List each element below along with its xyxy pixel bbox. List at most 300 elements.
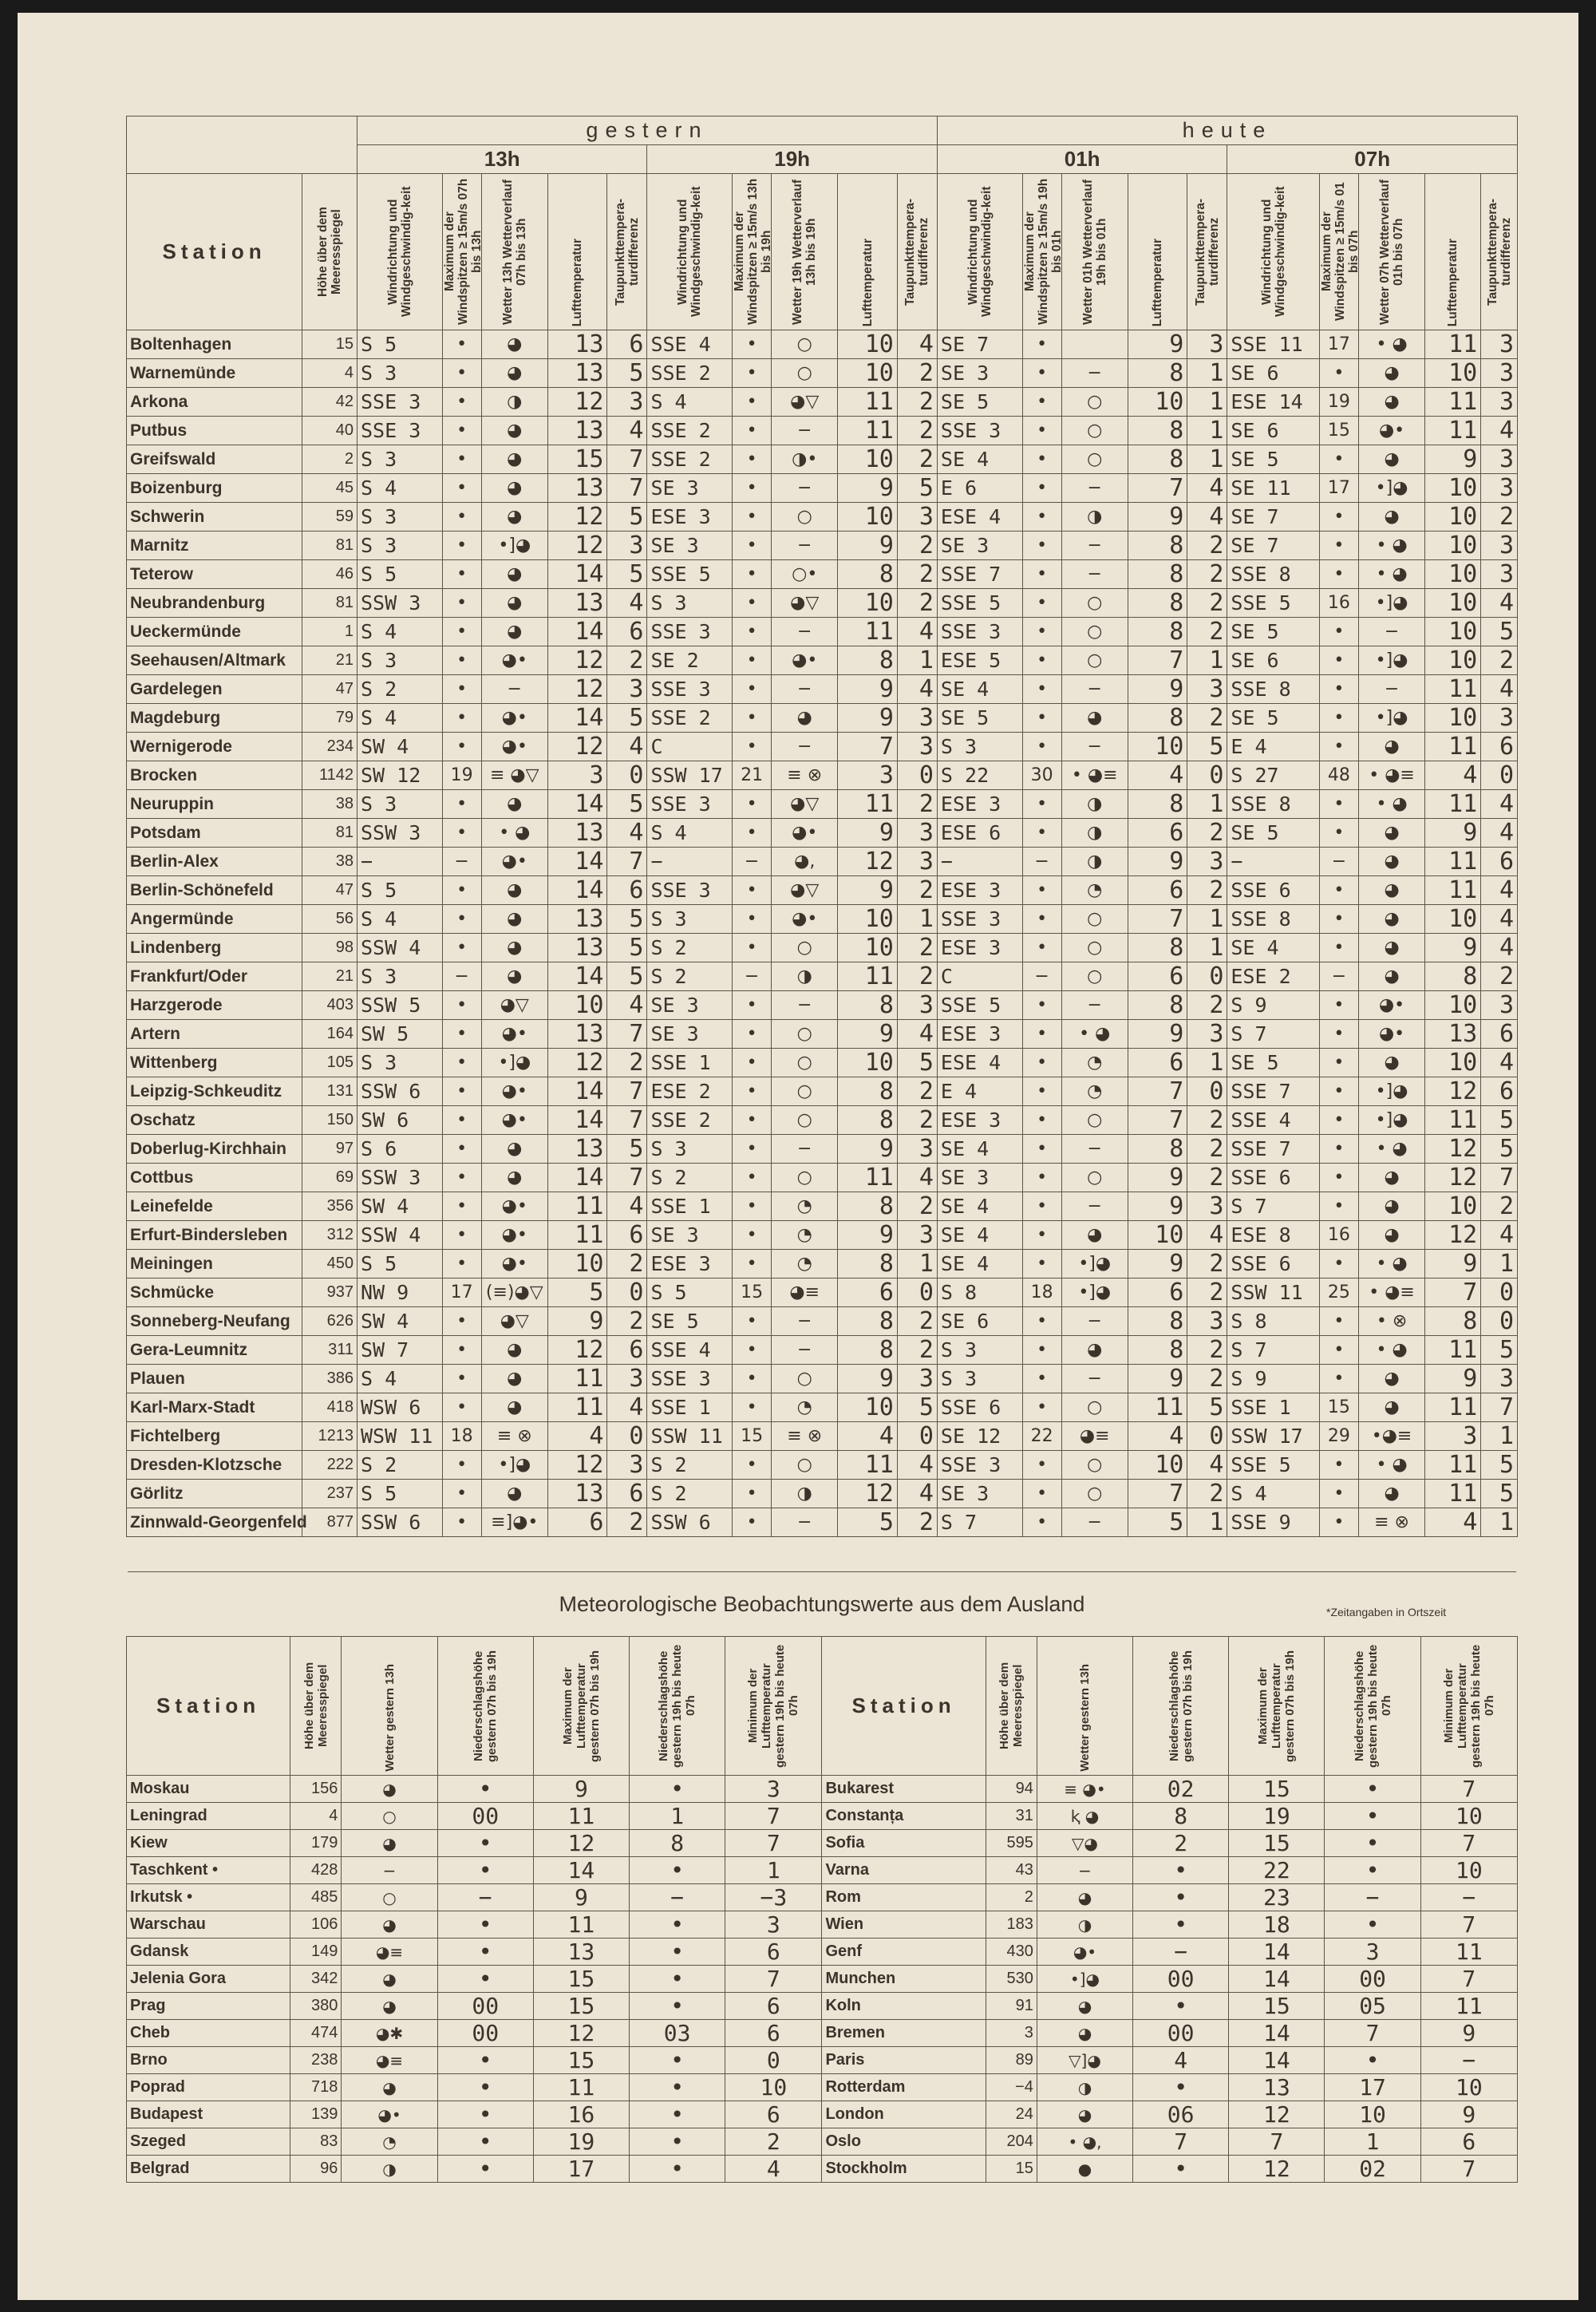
- cell-temp: 10: [1425, 1192, 1481, 1221]
- cell-wetter: ◕: [1037, 1884, 1132, 1911]
- cell-wind: S 4: [357, 905, 442, 934]
- cell-wetter: −: [1061, 733, 1128, 761]
- cell-minimum: 11: [1420, 1993, 1517, 2020]
- cell-wind: SSW 6: [357, 1508, 442, 1537]
- cell-wind: SE 3: [647, 532, 733, 560]
- cell-maximum: 11: [533, 2074, 629, 2101]
- cell-temp: 3: [547, 761, 606, 790]
- station-altitude: 312: [302, 1221, 358, 1250]
- cell-minimum: 4: [725, 2156, 822, 2183]
- cell-temp: 13: [547, 1020, 606, 1049]
- cell-maximum: 17: [533, 2156, 629, 2183]
- cell-temp: 8: [838, 991, 897, 1020]
- cell-niederschlag-tag: 00: [1133, 1966, 1229, 1993]
- cell-taupunkt: 3: [1481, 474, 1518, 503]
- cell-max: −: [1022, 962, 1061, 991]
- cell-niederschlag-tag: •: [437, 1776, 533, 1803]
- table-row: [127, 1966, 1518, 1993]
- cell-max: •: [442, 359, 481, 388]
- cell-temp: 7: [1128, 474, 1187, 503]
- cell-niederschlag-tag: •: [1133, 1911, 1229, 1939]
- cell-max: •: [733, 1077, 772, 1106]
- foreign-column-header-4: Niederschlagshöhe gestern 19h bis heute 07h: [1325, 1637, 1420, 1776]
- cell-max: •: [1319, 1049, 1358, 1077]
- table-row: [127, 474, 1518, 503]
- cell-max: •: [1319, 532, 1358, 560]
- cell-taupunkt: 5: [607, 962, 647, 991]
- cell-wetter: −: [1061, 1307, 1128, 1336]
- station-name: Potsdam: [127, 819, 302, 848]
- column-header-07h-3: Lufttemperatur: [1425, 174, 1481, 330]
- cell-taupunkt: 4: [897, 1020, 937, 1049]
- cell-maximum: 12: [533, 1830, 629, 1857]
- cell-wetter: • ◕≡: [1061, 761, 1128, 790]
- cell-temp: 10: [1128, 388, 1187, 417]
- cell-wind: SSE 8: [1227, 790, 1320, 819]
- cell-taupunkt: 0: [1187, 761, 1227, 790]
- cell-max: −: [1022, 848, 1061, 876]
- cell-taupunkt: 7: [607, 1106, 647, 1135]
- cell-minimum: 6: [725, 1939, 822, 1966]
- station-altitude: 56: [302, 905, 358, 934]
- cell-max: •: [733, 1307, 772, 1336]
- cell-wind: −: [1227, 848, 1320, 876]
- cell-maximum: 11: [533, 1803, 629, 1830]
- cell-taupunkt: 4: [897, 1451, 937, 1480]
- cell-taupunkt: 6: [1481, 1020, 1518, 1049]
- cell-temp: 11: [547, 1365, 606, 1393]
- cell-minimum: 7: [725, 1966, 822, 1993]
- cell-taupunkt: 5: [1481, 1451, 1518, 1480]
- cell-max: 22: [1022, 1422, 1061, 1451]
- cell-max: •: [1022, 417, 1061, 445]
- cell-wetter: ◕: [481, 1135, 547, 1164]
- cell-temp: 7: [1128, 1106, 1187, 1135]
- cell-taupunkt: 2: [897, 1336, 937, 1365]
- table-row: [127, 330, 1518, 359]
- cell-wetter: ◑: [1037, 1911, 1132, 1939]
- cell-temp: 13: [547, 589, 606, 618]
- cell-wind: SSE 2: [647, 417, 733, 445]
- cell-max: •: [1319, 1250, 1358, 1279]
- cell-wetter: •]◕: [1358, 1106, 1424, 1135]
- cell-wind: SSE 5: [1227, 589, 1320, 618]
- cell-temp: 8: [1128, 560, 1187, 589]
- cell-temp: 9: [1425, 819, 1481, 848]
- cell-wind: S 3: [357, 532, 442, 560]
- cell-taupunkt: 1: [1481, 1508, 1518, 1537]
- cell-temp: 8: [1128, 1135, 1187, 1164]
- cell-taupunkt: 7: [1481, 1393, 1518, 1422]
- cell-temp: 9: [1128, 1192, 1187, 1221]
- cell-temp: 5: [838, 1508, 897, 1537]
- cell-max: •: [1022, 1451, 1061, 1480]
- cell-wetter: ◕: [481, 330, 547, 359]
- cell-max: •: [1319, 1480, 1358, 1508]
- cell-max: •: [1022, 819, 1061, 848]
- station-name: Constanța: [822, 1803, 986, 1830]
- station-name: Magdeburg: [127, 704, 302, 733]
- cell-temp: 9: [838, 819, 897, 848]
- cell-wind: S 8: [1227, 1307, 1320, 1336]
- cell-wetter: −: [772, 675, 838, 704]
- cell-temp: 11: [547, 1221, 606, 1250]
- cell-max: •: [1022, 1077, 1061, 1106]
- station-name: Gera-Leumnitz: [127, 1336, 302, 1365]
- cell-taupunkt: 4: [1481, 819, 1518, 848]
- cell-taupunkt: 3: [897, 819, 937, 848]
- cell-max: •: [1022, 1250, 1061, 1279]
- cell-niederschlag-nacht: •: [630, 2128, 725, 2156]
- cell-max: •: [442, 991, 481, 1020]
- cell-wetter: ◑: [1061, 790, 1128, 819]
- cell-wetter: ◕: [1061, 704, 1128, 733]
- cell-max: •: [1319, 618, 1358, 646]
- cell-taupunkt: 5: [1187, 733, 1227, 761]
- cell-maximum: 11: [533, 1911, 629, 1939]
- cell-taupunkt: 1: [897, 1250, 937, 1279]
- cell-temp: 8: [838, 646, 897, 675]
- cell-taupunkt: 7: [607, 474, 647, 503]
- cell-max: •: [442, 445, 481, 474]
- cell-wetter: ○: [342, 1884, 437, 1911]
- cell-taupunkt: 7: [607, 1164, 647, 1192]
- cell-taupunkt: 2: [1187, 1106, 1227, 1135]
- foreign-column-header-1: Wetter gestern 13h: [1037, 1637, 1132, 1776]
- station-altitude: 150: [302, 1106, 358, 1135]
- cell-temp: 9: [838, 474, 897, 503]
- cell-wetter: ○: [1061, 962, 1128, 991]
- cell-wind: SE 7: [937, 330, 1022, 359]
- cell-wetter: ◕•: [772, 905, 838, 934]
- cell-wetter: ▽◕: [1037, 1830, 1132, 1857]
- cell-temp: 6: [1128, 1279, 1187, 1307]
- cell-temp: 10: [1425, 704, 1481, 733]
- cell-wetter: ◔: [342, 2128, 437, 2156]
- table-row: [127, 2101, 1518, 2128]
- cell-wind: SSE 3: [357, 388, 442, 417]
- cell-wetter: ◕•: [481, 1192, 547, 1221]
- cell-niederschlag-nacht: 1: [1325, 2128, 1420, 2156]
- table-row: [127, 819, 1518, 848]
- cell-wetter: ◕▽: [481, 991, 547, 1020]
- cell-niederschlag-nacht: •: [630, 1776, 725, 1803]
- cell-wind: SSE 5: [937, 589, 1022, 618]
- station-name: Koln: [822, 1993, 986, 2020]
- cell-wetter: ◕: [481, 1393, 547, 1422]
- cell-taupunkt: 4: [1481, 417, 1518, 445]
- cell-taupunkt: 3: [1187, 330, 1227, 359]
- cell-niederschlag-nacht: 17: [1325, 2074, 1420, 2101]
- cell-temp: 10: [838, 934, 897, 962]
- cell-minimum: 11: [1420, 1939, 1517, 1966]
- cell-temp: 9: [1128, 675, 1187, 704]
- cell-wetter: −: [342, 1857, 437, 1884]
- cell-wetter: ◔: [772, 1250, 838, 1279]
- cell-wind: ESE 4: [937, 1049, 1022, 1077]
- cell-wetter: • ◕,: [1037, 2128, 1132, 2156]
- cell-temp: 9: [838, 1135, 897, 1164]
- cell-niederschlag-nacht: •: [630, 1857, 725, 1884]
- cell-max: •: [1022, 1221, 1061, 1250]
- cell-taupunkt: 2: [607, 646, 647, 675]
- cell-wind: S 4: [1227, 1480, 1320, 1508]
- cell-temp: 13: [1425, 1020, 1481, 1049]
- cell-max: •: [1022, 1049, 1061, 1077]
- cell-temp: 11: [547, 1192, 606, 1221]
- cell-niederschlag-nacht: •: [630, 2047, 725, 2074]
- cell-taupunkt: 2: [897, 445, 937, 474]
- cell-temp: 12: [547, 503, 606, 532]
- station-altitude: 106: [290, 1911, 342, 1939]
- cell-maximum: 19: [533, 2128, 629, 2156]
- cell-wetter: −: [1061, 474, 1128, 503]
- cell-wetter: ○: [1061, 1451, 1128, 1480]
- table-row: [127, 2128, 1518, 2156]
- station-altitude: 238: [290, 2047, 342, 2074]
- cell-temp: 10: [838, 503, 897, 532]
- cell-max: •: [733, 991, 772, 1020]
- cell-max: •: [733, 330, 772, 359]
- cell-temp: 12: [838, 848, 897, 876]
- cell-taupunkt: 5: [607, 790, 647, 819]
- station-name: Schwerin: [127, 503, 302, 532]
- cell-niederschlag-tag: •: [437, 2074, 533, 2101]
- cell-temp: 3: [1425, 1422, 1481, 1451]
- cell-temp: 11: [838, 1451, 897, 1480]
- table-row: [127, 2074, 1518, 2101]
- station-name: Wien: [822, 1911, 986, 1939]
- cell-taupunkt: 0: [1481, 1307, 1518, 1336]
- cell-max: •: [1319, 1106, 1358, 1135]
- cell-wetter: ◕: [1037, 2020, 1132, 2047]
- cell-niederschlag-nacht: •: [630, 2156, 725, 2183]
- table-row: [127, 1830, 1518, 1857]
- cell-max: •: [442, 1365, 481, 1393]
- cell-wetter: • ◕: [1358, 560, 1424, 589]
- cell-wetter: ◔: [772, 1393, 838, 1422]
- station-altitude: 386: [302, 1365, 358, 1393]
- cell-max: •: [733, 359, 772, 388]
- cell-max: −: [1319, 962, 1358, 991]
- station-altitude: 4: [302, 359, 358, 388]
- station-altitude: 418: [302, 1393, 358, 1422]
- cell-taupunkt: 3: [607, 1451, 647, 1480]
- cell-taupunkt: 2: [607, 1250, 647, 1279]
- station-name: Angermünde: [127, 905, 302, 934]
- cell-wetter: •]◕: [1037, 1966, 1132, 1993]
- cell-taupunkt: 3: [897, 1135, 937, 1164]
- cell-max: •: [1022, 1164, 1061, 1192]
- station-altitude: 79: [302, 704, 358, 733]
- cell-wind: SE 3: [937, 359, 1022, 388]
- cell-max: •: [1319, 733, 1358, 761]
- cell-wind: S 7: [937, 1508, 1022, 1537]
- cell-max: •: [1022, 1307, 1061, 1336]
- cell-temp: 10: [1425, 474, 1481, 503]
- cell-temp: 4: [1425, 1508, 1481, 1537]
- cell-wind: SE 6: [1227, 646, 1320, 675]
- cell-temp: 12: [1425, 1164, 1481, 1192]
- table-row: [127, 1336, 1518, 1365]
- station-name: Irkutsk •: [127, 1884, 290, 1911]
- cell-maximum: 15: [533, 2047, 629, 2074]
- cell-wind: SE 3: [647, 991, 733, 1020]
- table-row: [127, 1508, 1518, 1537]
- station-name: Erfurt-Bindersleben: [127, 1221, 302, 1250]
- station-altitude: 21: [302, 962, 358, 991]
- cell-wind: S 5: [357, 1480, 442, 1508]
- cell-temp: 11: [838, 790, 897, 819]
- cell-wetter: ◕: [1358, 876, 1424, 905]
- cell-taupunkt: 3: [1481, 532, 1518, 560]
- cell-temp: 10: [1128, 733, 1187, 761]
- cell-wind: S 9: [1227, 991, 1320, 1020]
- cell-wind: SSE 2: [647, 1106, 733, 1135]
- cell-temp: 12: [547, 388, 606, 417]
- cell-wetter: •]◕: [1358, 589, 1424, 618]
- cell-niederschlag-tag: 8: [1133, 1803, 1229, 1830]
- station-name: Cheb: [127, 2020, 290, 2047]
- cell-niederschlag-nacht: −: [1325, 1884, 1420, 1911]
- cell-temp: 14: [547, 876, 606, 905]
- cell-taupunkt: 2: [1187, 618, 1227, 646]
- station-altitude: 626: [302, 1307, 358, 1336]
- cell-max: •: [1022, 1135, 1061, 1164]
- cell-max: •: [442, 1164, 481, 1192]
- cell-taupunkt: 3: [1481, 359, 1518, 388]
- cell-taupunkt: 2: [1187, 1135, 1227, 1164]
- cell-minimum: 10: [1420, 1857, 1517, 1884]
- station-name: Gdansk: [127, 1939, 290, 1966]
- cell-minimum: 10: [1420, 1803, 1517, 1830]
- cell-taupunkt: 0: [1187, 962, 1227, 991]
- cell-wetter: ◕▽: [772, 790, 838, 819]
- cell-wind: SE 2: [647, 646, 733, 675]
- station-name: Görlitz: [127, 1480, 302, 1508]
- cell-wind: S 27: [1227, 761, 1320, 790]
- station-altitude: 428: [290, 1857, 342, 1884]
- station-altitude: 179: [290, 1830, 342, 1857]
- cell-wetter: ◕•: [481, 1106, 547, 1135]
- station-name: Leipzig-Schkeuditz: [127, 1077, 302, 1106]
- cell-taupunkt: 5: [607, 560, 647, 589]
- cell-wind: S 3: [357, 503, 442, 532]
- cell-wind: SE 5: [937, 704, 1022, 733]
- cell-taupunkt: 1: [1187, 359, 1227, 388]
- column-header-07h-0: Windrichtung und Windgeschwindig-keit: [1227, 174, 1320, 330]
- cell-wetter: ○: [772, 1365, 838, 1393]
- cell-niederschlag-tag: •: [437, 1830, 533, 1857]
- cell-wetter: −: [772, 733, 838, 761]
- cell-temp: 14: [547, 962, 606, 991]
- cell-wind: SSE 3: [647, 675, 733, 704]
- station-name: Ueckermünde: [127, 618, 302, 646]
- cell-wetter: • ◕: [1061, 1020, 1128, 1049]
- cell-temp: 9: [1425, 445, 1481, 474]
- cell-max: −: [1319, 848, 1358, 876]
- cell-max: •: [442, 905, 481, 934]
- cell-wetter: ◑•: [772, 445, 838, 474]
- cell-wetter: ◕: [1358, 934, 1424, 962]
- cell-wetter: ○: [1061, 905, 1128, 934]
- cell-taupunkt: 3: [1187, 1307, 1227, 1336]
- cell-maximum: 22: [1229, 1857, 1325, 1884]
- cell-wind: SSE 4: [647, 1336, 733, 1365]
- cell-taupunkt: 3: [1187, 675, 1227, 704]
- foreign-column-header-2: Niederschlagshöhe gestern 07h bis 19h: [1133, 1637, 1229, 1776]
- cell-wetter: • ◕: [481, 819, 547, 848]
- cell-wetter: ◕•: [481, 1221, 547, 1250]
- cell-wind: SSE 3: [647, 618, 733, 646]
- cell-maximum: 9: [533, 1884, 629, 1911]
- station-name: Brno: [127, 2047, 290, 2074]
- cell-temp: 10: [838, 1049, 897, 1077]
- station-name: Marnitz: [127, 532, 302, 560]
- cell-max: −: [733, 848, 772, 876]
- cell-taupunkt: 2: [1187, 1250, 1227, 1279]
- cell-minimum: 10: [1420, 2074, 1517, 2101]
- cell-wetter: ◕: [1358, 359, 1424, 388]
- cell-temp: 10: [838, 1393, 897, 1422]
- cell-wind: SE 4: [937, 675, 1022, 704]
- cell-temp: 10: [838, 359, 897, 388]
- station-name: Moskau: [127, 1776, 290, 1803]
- cell-wetter: ◕: [1358, 1480, 1424, 1508]
- cell-taupunkt: 2: [1481, 503, 1518, 532]
- cell-taupunkt: 3: [607, 532, 647, 560]
- cell-wind: SE 7: [1227, 503, 1320, 532]
- cell-taupunkt: 0: [607, 1279, 647, 1307]
- table-row: [127, 1164, 1518, 1192]
- cell-max: •: [1319, 991, 1358, 1020]
- cell-max: •: [442, 819, 481, 848]
- cell-taupunkt: 0: [607, 761, 647, 790]
- cell-wind: S 3: [937, 1365, 1022, 1393]
- cell-temp: 10: [1425, 589, 1481, 618]
- cell-temp: 13: [547, 819, 606, 848]
- cell-wind: ESE 3: [647, 1250, 733, 1279]
- station-altitude: 105: [302, 1049, 358, 1077]
- cell-max: •: [442, 934, 481, 962]
- cell-wetter: ◕: [481, 1480, 547, 1508]
- cell-taupunkt: 2: [897, 532, 937, 560]
- cell-wetter: ◕: [481, 417, 547, 445]
- cell-taupunkt: 5: [897, 1049, 937, 1077]
- cell-max: •: [442, 1307, 481, 1336]
- table-row: [127, 1857, 1518, 1884]
- time-19h: 19h: [647, 145, 937, 174]
- cell-temp: 9: [1128, 848, 1187, 876]
- cell-wetter: ◕•: [481, 1020, 547, 1049]
- cell-wind: S 3: [647, 589, 733, 618]
- cell-max: •: [1022, 876, 1061, 905]
- station-altitude: 83: [290, 2128, 342, 2156]
- cell-taupunkt: 5: [1187, 1393, 1227, 1422]
- time-01h: 01h: [937, 145, 1227, 174]
- cell-max: •: [733, 1451, 772, 1480]
- cell-temp: 6: [838, 1279, 897, 1307]
- cell-temp: 9: [1128, 1020, 1187, 1049]
- station-altitude: 81: [302, 589, 358, 618]
- cell-temp: 8: [1425, 962, 1481, 991]
- cell-wetter: ⱪ ◕: [1037, 1803, 1132, 1830]
- cell-max: −: [442, 848, 481, 876]
- cell-wetter: ◕: [1358, 848, 1424, 876]
- cell-wetter: ◕: [481, 905, 547, 934]
- station-name: Zinnwald-Georgenfeld: [127, 1508, 302, 1537]
- cell-niederschlag-tag: •: [1133, 1857, 1229, 1884]
